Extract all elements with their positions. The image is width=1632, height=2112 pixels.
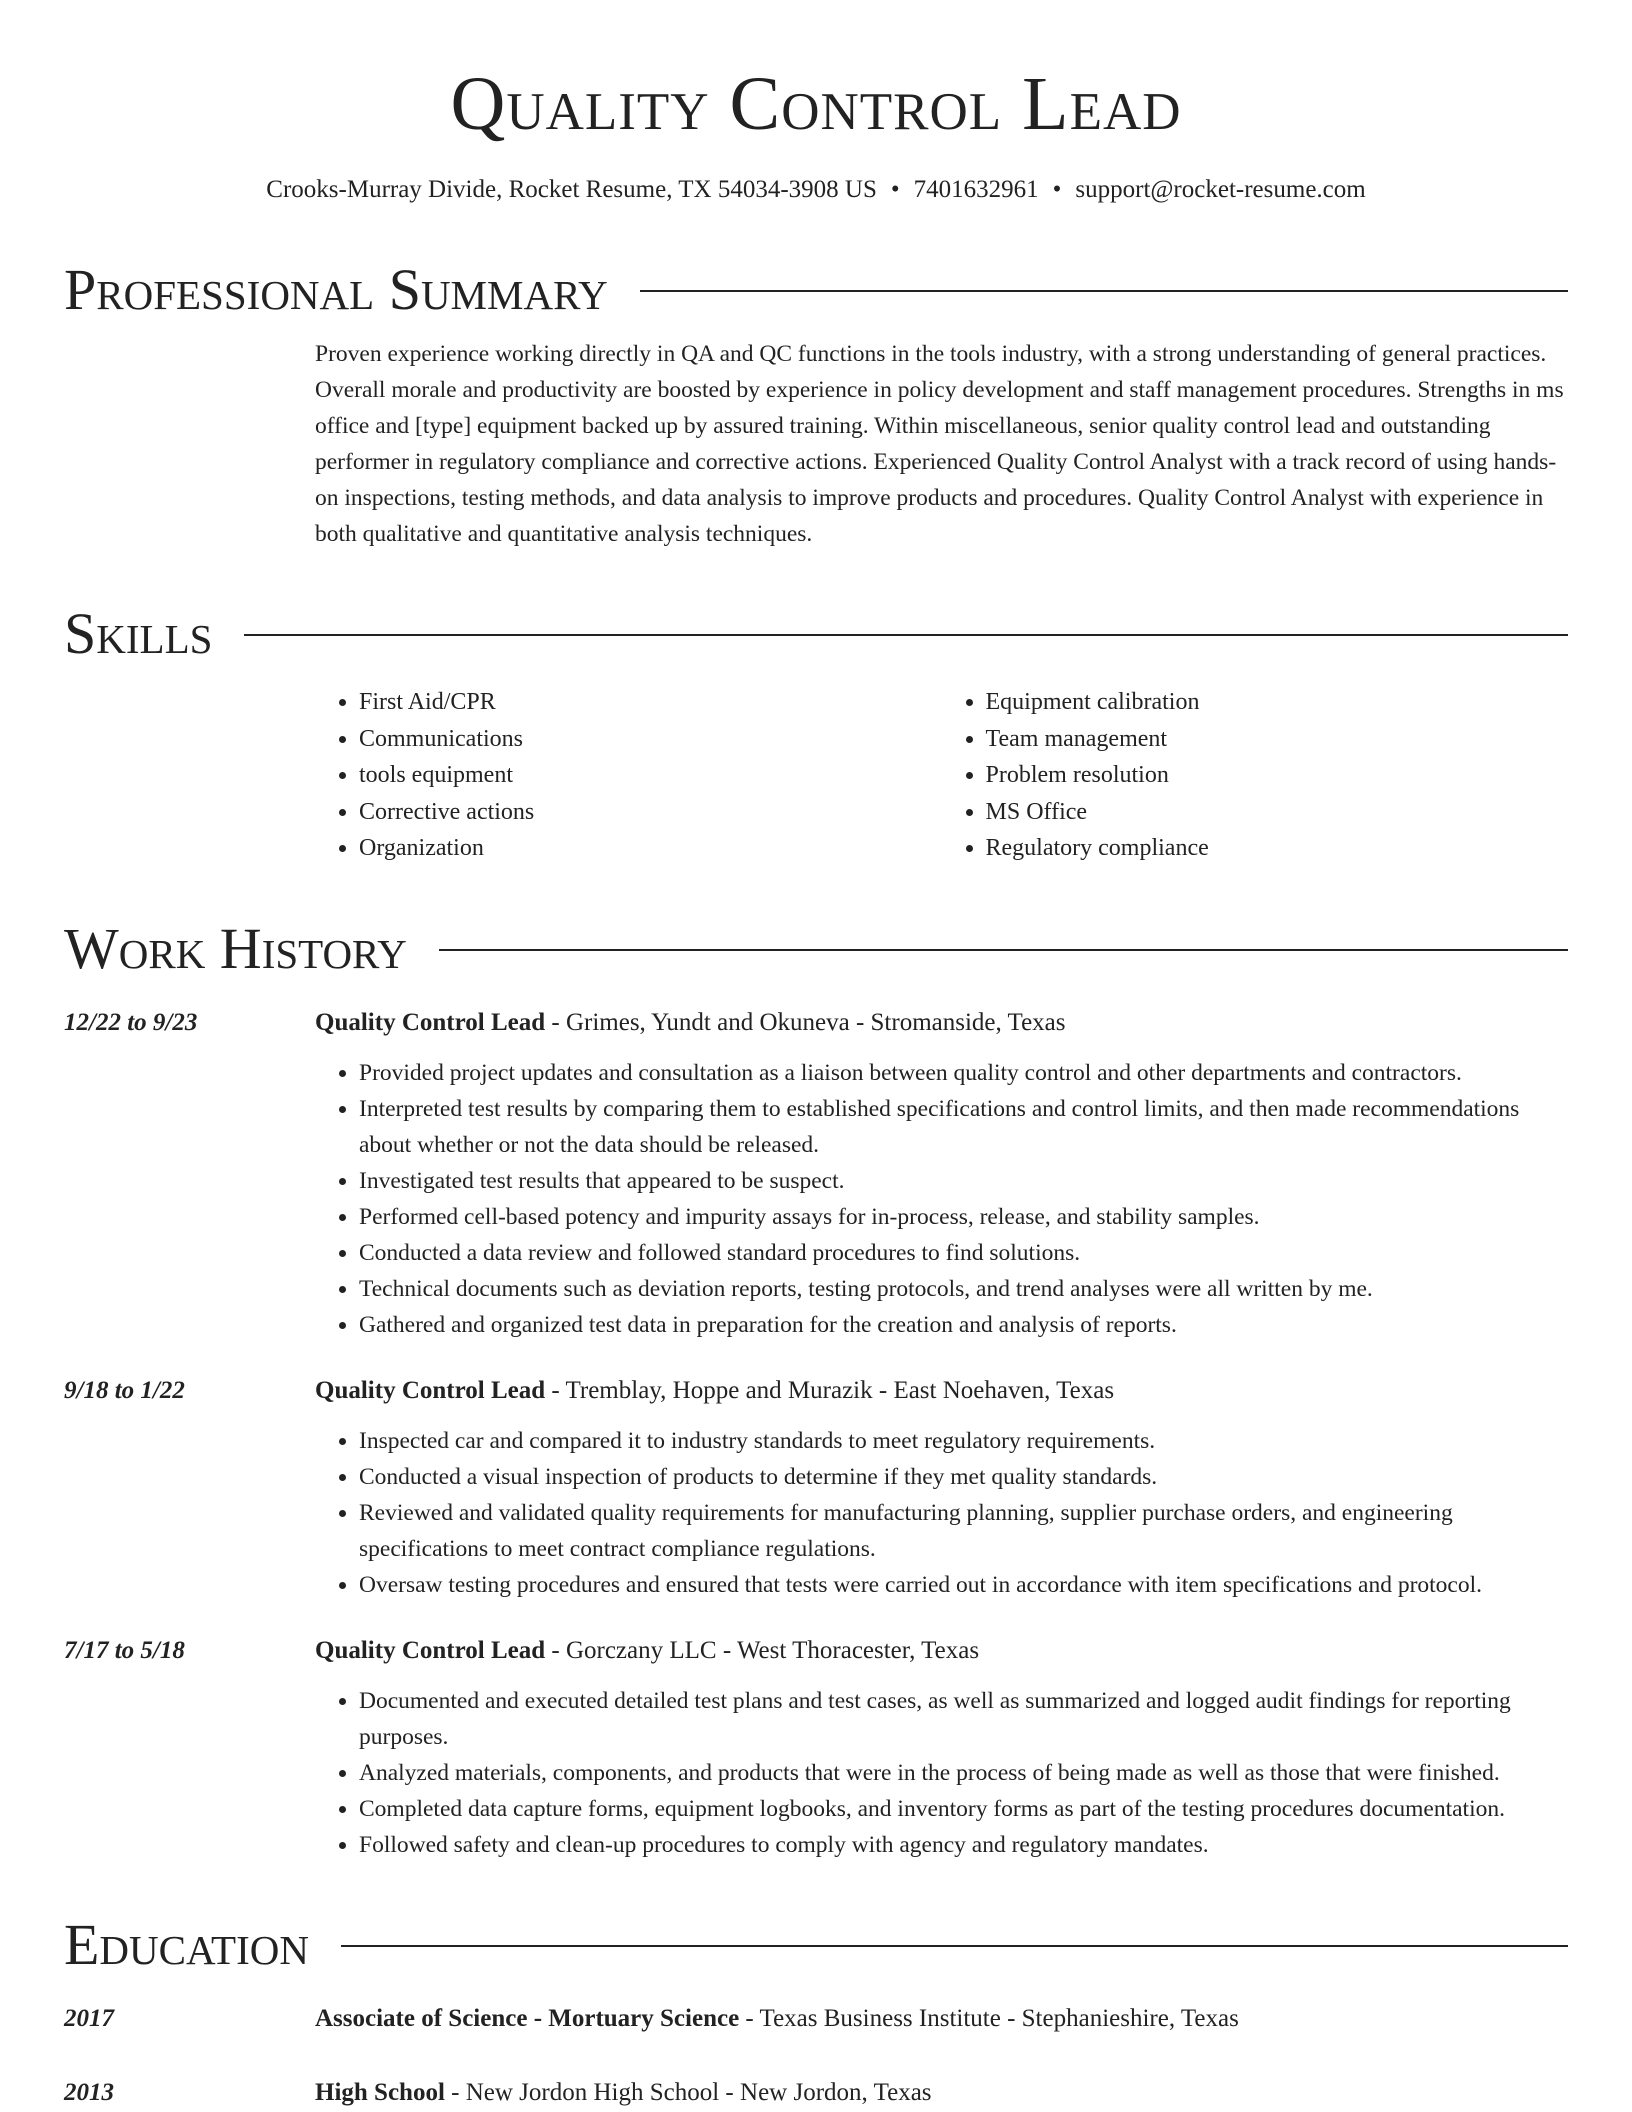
skill-item: • Equipment calibration — [986, 684, 1569, 721]
contact-separator: • — [890, 176, 900, 203]
job-title: Quality Control Lead — [315, 1636, 546, 1664]
section-divider — [439, 949, 1568, 951]
job-bullet: • Investigated test results that appeared to be suspect. — [359, 1163, 1568, 1199]
job-bullet: • Interpreted test results by comparing them to established specifications and control limits, and then made recommendations about whether or not the data should be released. — [359, 1091, 1568, 1163]
job-bullet: • Performed cell-based potency and impurity assays for in-process, release, and stability samples. — [359, 1199, 1568, 1235]
job-bullet: • Gathered and organized test data in preparation for the creation and analysis of reports. — [359, 1307, 1568, 1343]
contact-separator: • — [1052, 176, 1062, 203]
section-title: Work History — [64, 915, 407, 981]
job-title-line — [315, 1633, 1568, 1669]
job-employer: - Gorczany LLC - West Thoracester, Texas — [545, 1636, 980, 1664]
job-title-line — [315, 1005, 1568, 1041]
job-bullets — [315, 1055, 1568, 1343]
job-dates: 7/17 to 5/18 — [64, 1636, 185, 1664]
job-bullet: • Followed safety and clean-up procedures to comply with agency and regulatory mandates. — [359, 1827, 1568, 1863]
job-employer: - Grimes, Yundt and Okuneva - Stromanside, Texas — [545, 1008, 1066, 1036]
skill-item: • MS Office — [986, 794, 1569, 831]
skill-item: • Corrective actions — [359, 794, 942, 831]
skill-item: • tools equipment — [359, 757, 942, 794]
job-entry — [64, 1005, 1568, 1343]
section-work-header — [64, 915, 1568, 983]
section-title: Education — [64, 1911, 309, 1977]
section-education-header — [64, 1911, 1568, 1979]
section-skills-header — [64, 600, 1568, 668]
education-school: - New Jordon High School - New Jordon, Texas — [444, 2078, 932, 2106]
skills-column-right — [942, 684, 1569, 867]
job-bullet: • Analyzed materials, components, and products that were in the process of being made as well as those that were finished. — [359, 1755, 1568, 1791]
education-degree: High School — [315, 2078, 445, 2106]
job-dates: 9/18 to 1/22 — [64, 1376, 185, 1404]
job-title-line — [315, 1373, 1568, 1409]
job-entry — [64, 1373, 1568, 1603]
job-bullet: • Provided project updates and consultation as a liaison between quality control and other departments and contractors. — [359, 1055, 1568, 1091]
skill-item: • Team management — [986, 721, 1569, 758]
contact-phone: 7401632961 — [913, 176, 1039, 203]
skill-item: • Communications — [359, 721, 942, 758]
contact-line — [64, 172, 1568, 208]
job-bullet: • Reviewed and validated quality requirements for manufacturing planning, supplier purchase orders, and engineering specifications to meet contract compliance regulations. — [359, 1495, 1568, 1567]
job-bullet: • Documented and executed detailed test plans and test cases, as well as summarized and logged audit findings for reporting purposes. — [359, 1683, 1568, 1755]
section-title: Skills — [64, 601, 213, 666]
job-dates: 12/22 to 9/23 — [64, 1008, 198, 1036]
education-entry — [64, 2075, 1568, 2111]
education-year: 2013 — [64, 2078, 114, 2106]
skill-item: • Organization — [359, 830, 942, 867]
job-bullets — [315, 1683, 1568, 1863]
section-divider — [244, 634, 1568, 636]
section-divider — [341, 1945, 1568, 1947]
job-title: Quality Control Lead — [315, 1376, 546, 1404]
resume-name: Quality Control Lead — [450, 62, 1182, 146]
job-bullets — [315, 1423, 1568, 1603]
skills-column-left — [315, 684, 942, 867]
job-bullet: • Conducted a visual inspection of products to determine if they met quality standards. — [359, 1459, 1568, 1495]
job-employer: - Tremblay, Hoppe and Murazik - East Noehaven, Texas — [545, 1376, 1115, 1404]
job-entry — [64, 1633, 1568, 1863]
skills-list — [315, 684, 1568, 867]
job-bullet: • Conducted a data review and followed standard procedures to find solutions. — [359, 1235, 1568, 1271]
job-title: Quality Control Lead — [315, 1008, 546, 1036]
contact-email: support@rocket-resume.com — [1075, 176, 1366, 203]
job-bullet: • Completed data capture forms, equipment logbooks, and inventory forms as part of the testing procedures documentation. — [359, 1791, 1568, 1827]
job-bullet: • Oversaw testing procedures and ensured that tests were carried out in accordance with item specifications and protocol. — [359, 1567, 1568, 1603]
section-title: Professional Summary — [64, 257, 608, 322]
education-entry — [64, 2001, 1568, 2037]
section-divider — [640, 290, 1568, 292]
education-year: 2017 — [64, 2004, 114, 2032]
job-bullet: • Inspected car and compared it to industry standards to meet regulatory requirements. — [359, 1423, 1568, 1459]
skill-item: • Problem resolution — [986, 757, 1569, 794]
skill-item: • First Aid/CPR — [359, 684, 942, 721]
education-degree: Associate of Science - Mortuary Science — [315, 2004, 740, 2032]
job-bullet: • Technical documents such as deviation reports, testing protocols, and trend analyses were all written by me. — [359, 1271, 1568, 1307]
contact-address: Crooks-Murray Divide, Rocket Resume, TX 54034-3908 US — [266, 176, 877, 203]
education-school: - Texas Business Institute - Stephanieshire, Texas — [739, 2004, 1239, 2032]
skill-item: • Regulatory compliance — [986, 830, 1569, 867]
section-summary-header — [64, 256, 1568, 324]
summary-text: Proven experience working directly in QA and QC functions in the tools industry, with a strong understanding of general practices. Overall morale and productivity are boosted by experience in policy development and staff management procedures. Strengths in ms office and [type] equipment backed up by assured training. Within miscellaneous, senior quality control lead and outstanding performer in regulatory compliance and corrective actions. Experienced Quality Control Analyst with a track record of using hands-on inspections, testing methods, and data analysis to improve products and procedures. Quality Control Analyst with experience in both qualitative and quantitative analysis techniques. — [315, 341, 1564, 547]
